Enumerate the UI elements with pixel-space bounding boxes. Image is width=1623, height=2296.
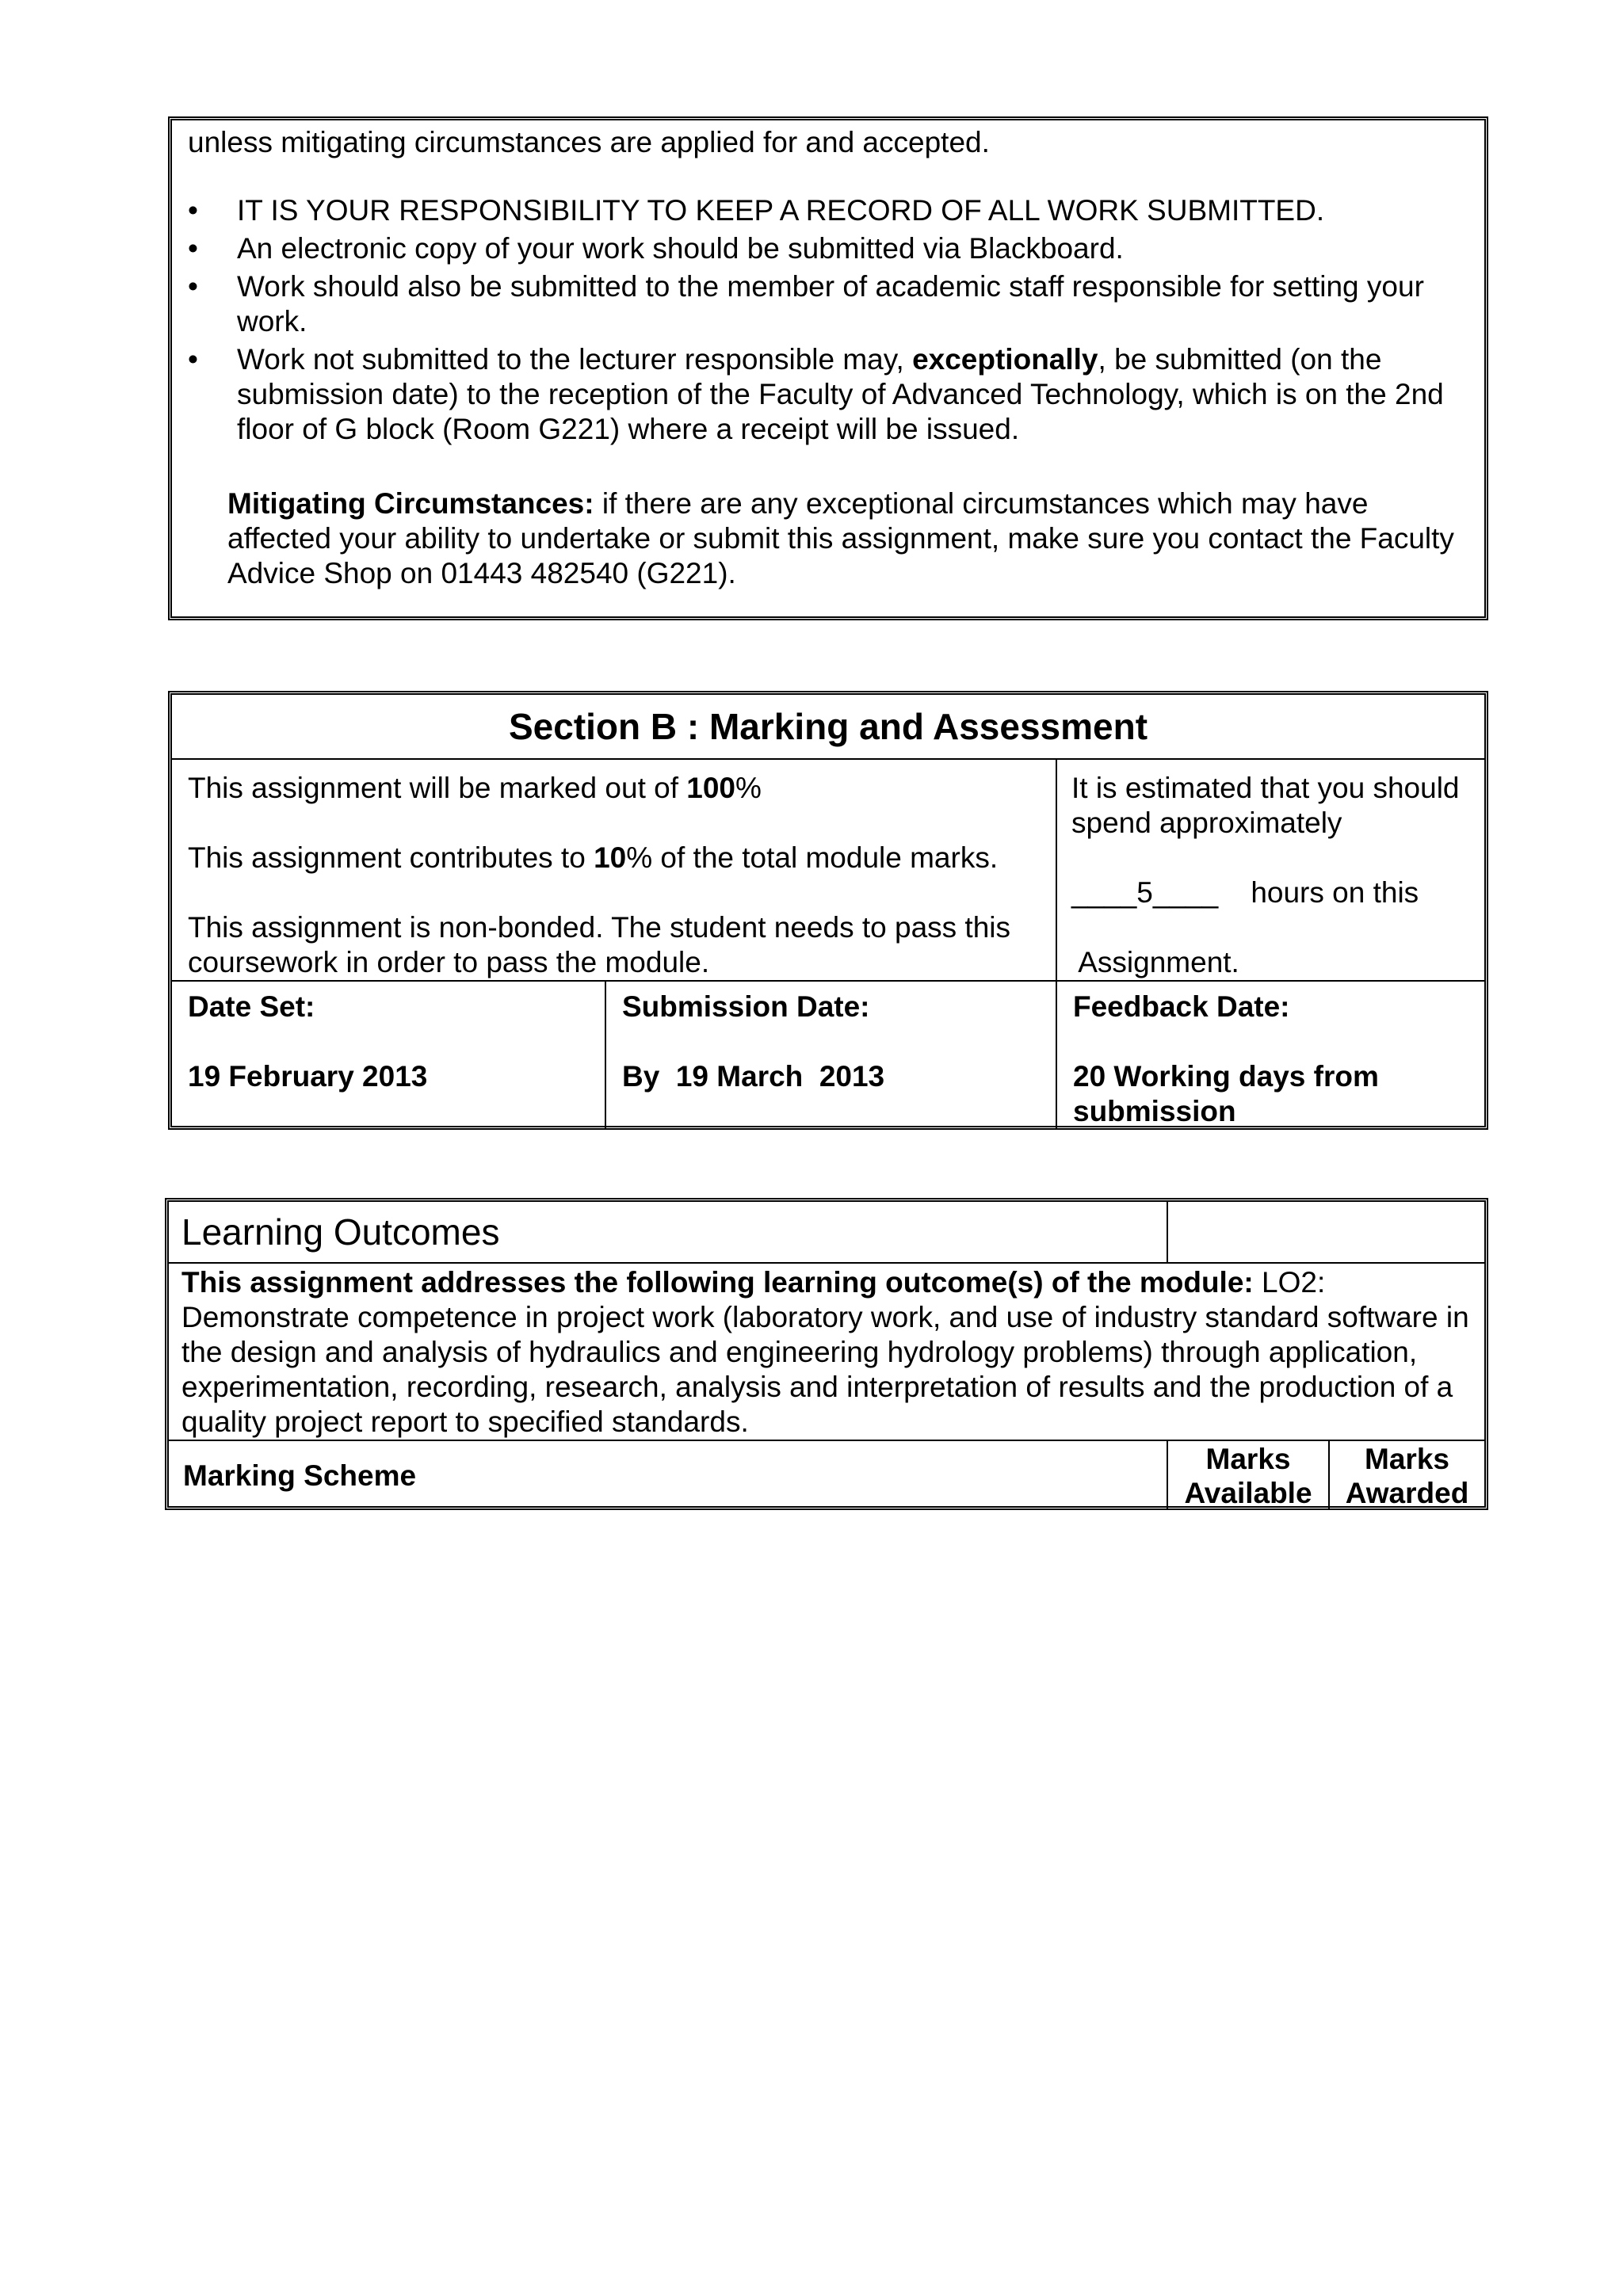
marked-value: 100 (686, 772, 736, 804)
submission-info-box (168, 116, 1488, 620)
contrib-suffix: % of the total module marks. (626, 841, 999, 874)
bullet-text: Work should also be submitted to the member of academic staff responsible for setting your work. (237, 270, 1424, 338)
learning-outcomes-table (169, 1202, 1484, 1510)
bullet-icon: • (188, 270, 198, 303)
marked-suffix: % (735, 772, 762, 804)
marked-prefix: This assignment will be marked out of (188, 772, 687, 804)
mitigating-text: if there are any exceptional circumstances which may have affected your ability to undertake or submit this assignment, make sure you contact the Faculty Advice Shop on 01443 482540 (G221). (227, 487, 1454, 589)
learning-outcomes-title: Learning Outcomes (169, 1202, 1167, 1263)
learning-outcome-lead: This assignment addresses the following learning outcome(s) of the module: (181, 1266, 1254, 1299)
section-b-box (168, 691, 1488, 1130)
mitigating-label: Mitigating Circumstances: (227, 487, 594, 520)
bullet-text: IT IS YOUR RESPONSIBILITY TO KEEP A RECORD OF ALL WORK SUBMITTED. (237, 194, 1325, 227)
marks-available-header (1167, 1440, 1329, 1510)
mitigating-circumstances (227, 486, 1464, 591)
submission-date-label: Submission Date: (622, 990, 870, 1023)
marking-info-cell (172, 759, 1056, 981)
marked-out-of (188, 771, 1040, 806)
date-set-cell (172, 981, 605, 1130)
bullet-emphasis: exceptionally (912, 343, 1098, 376)
section-b-table (172, 695, 1484, 1130)
submission-date-value: By 19 March 2013 (622, 1060, 885, 1093)
bullet-text-part: Work not submitted to the lecturer responsible may, (237, 343, 913, 376)
bullet-item (172, 342, 1472, 447)
feedback-date-cell (1056, 981, 1484, 1130)
bullet-icon: • (188, 194, 198, 227)
date-set-value: 19 February 2013 (188, 1060, 428, 1093)
bullet-item (172, 193, 1472, 228)
submission-date-cell (605, 981, 1056, 1130)
bullet-item (172, 269, 1472, 339)
bullet-text: An electronic copy of your work should be submitted via Blackboard. (237, 232, 1124, 265)
feedback-date-value: 20 Working days from submission (1073, 1060, 1379, 1127)
bullet-icon: • (188, 343, 198, 376)
estimate-text: It is estimated that you should spend approximately (1071, 772, 1460, 839)
learning-outcomes-blank-cell (1167, 1202, 1484, 1263)
date-set-label: Date Set: (188, 990, 315, 1023)
marking-scheme-label: Marking Scheme (169, 1440, 1167, 1510)
intro-line: unless mitigating circumstances are applied for and accepted. (188, 126, 990, 158)
marks-awarded-header (1329, 1440, 1484, 1510)
marks-awarded-line2: Awarded (1345, 1476, 1469, 1509)
non-bonded-note: This assignment is non-bonded. The student needs to pass this coursework in order to pass the module. (188, 911, 1011, 978)
learning-outcomes-box (165, 1198, 1488, 1510)
feedback-date-label: Feedback Date: (1073, 990, 1290, 1023)
marks-available-line1: Marks (1205, 1442, 1291, 1475)
assignment-word: Assignment. (1071, 946, 1239, 978)
submission-bullet-list (172, 193, 1472, 450)
marks-awarded-line1: Marks (1365, 1442, 1449, 1475)
marks-available-line2: Available (1184, 1476, 1312, 1509)
contrib-value: 10 (594, 841, 627, 874)
contrib-prefix: This assignment contributes to (188, 841, 594, 874)
bullet-item (172, 231, 1472, 266)
time-estimate-cell (1056, 759, 1484, 981)
learning-outcome-text: LO2: Demonstrate competence in project work (laboratory work, and use of industry standard software in the design and analysis of hydraulics and engineering hydrology problems) through application, experimentation, recording, research, analysis and interpretation of results and the production of a quality project report to specified standards. (181, 1266, 1469, 1438)
hours-line: ____5____ hours on this (1071, 876, 1419, 909)
section-b-title: Section B : Marking and Assessment (172, 695, 1484, 759)
learning-outcome-description (169, 1263, 1484, 1440)
bullet-icon: • (188, 232, 198, 265)
contribution-line (188, 841, 1040, 875)
bullet-text-part: , be submitted (on the submission date) to the reception of the Faculty of Advanced Technology, which is on the 2nd floor of G block (Room G221) where a receipt will be issued. (237, 343, 1444, 445)
